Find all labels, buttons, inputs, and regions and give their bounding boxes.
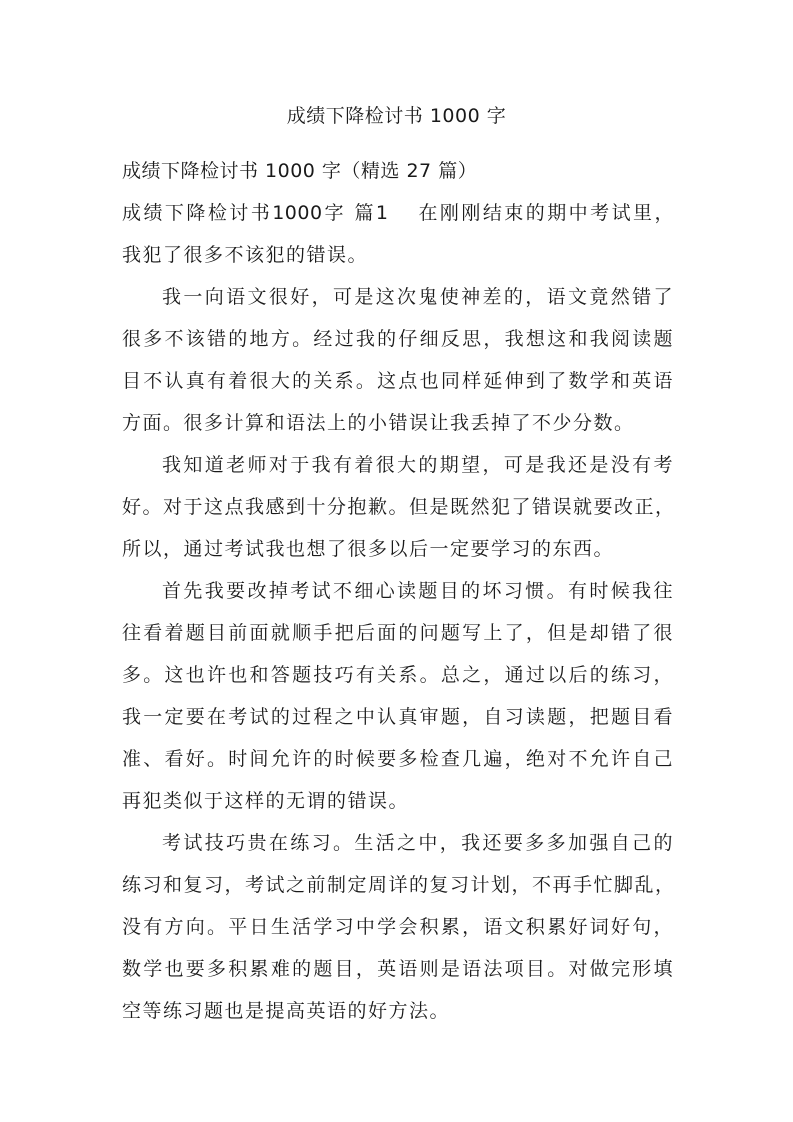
paragraph-line: 首先我要改掉考试不细心读题目的坏习惯。有时候我往 [162,580,674,602]
paragraph-line: 多。这也许也和答题技巧有关系。总之，通过以后的练习， [122,664,674,686]
paragraph-line: 数学也要多积累难的题目，英语则是语法项目。对做完形填 [122,958,674,980]
article-heading: 成绩下降检讨书1000字 篇1 [122,202,389,224]
paragraph-line: 所以，通过考试我也想了很多以后一定要学习的东西。 [122,538,615,560]
paragraph-line: 我一向语文很好，可是这次鬼使神差的，语文竟然错了 [162,286,674,308]
paragraph-1-line-1 [122,192,674,234]
paragraph-line: 我犯了很多不该犯的错误。 [122,244,369,266]
paragraph-line: 方面。很多计算和语法上的小错误让我丢掉了不少分数。 [122,412,635,434]
paragraph-line: 空等练习题也是提高英语的好方法。 [122,1000,451,1022]
paragraph-line: 目不认真有着很大的关系。这点也同样延伸到了数学和英语 [122,370,674,392]
document-body [122,150,674,1032]
paragraph-line: 我一定要在考试的过程之中认真审题，自习读题，把题目看 [122,706,674,728]
paragraph-line: 我知道老师对于我有着很大的期望，可是我还是没有考 [162,454,674,476]
document-title: 成绩下降检讨书 1000 字 [286,105,507,127]
paragraph-line: 没有方向。平日生活学习中学会积累，语文积累好词好句， [122,916,674,938]
paragraph-line: 好。对于这点我感到十分抱歉。但是既然犯了错误就要改正， [122,496,676,518]
paragraph-line: 往看着题目前面就顺手把后面的问题写上了，但是却错了很 [122,622,674,644]
document-subtitle: 成绩下降检讨书 1000 字（精选 27 篇） [122,160,478,182]
paragraph-line: 准、看好。时间允许的时候要多检查几遍，绝对不允许自己 [122,748,674,770]
paragraph-line: 再犯类似于这样的无谓的错误。 [122,790,410,812]
paragraph-line: 练习和复习，考试之前制定周详的复习计划，不再手忙脚乱， [122,874,676,896]
paragraph-text: 在刚刚结束的期中考试里， [416,202,674,224]
paragraph-line: 考试技巧贵在练习。生活之中，我还要多多加强自己的 [162,832,674,854]
paragraph-line: 很多不该错的地方。经过我的仔细反思，我想这和我阅读题 [122,328,674,350]
